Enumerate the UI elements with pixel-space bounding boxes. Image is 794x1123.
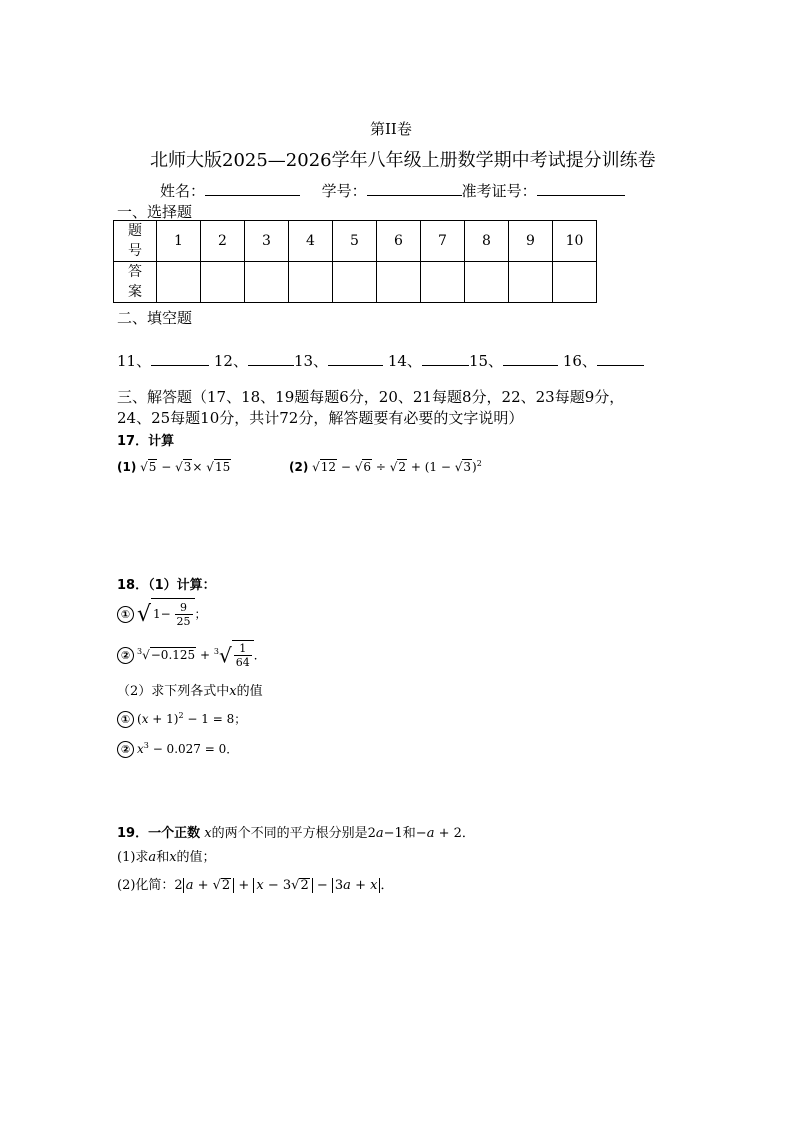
blank-label: 15、 xyxy=(468,352,504,370)
q18-part2-label: （2）求下列各式中x的值 xyxy=(117,684,263,699)
section3-title-line2: 24、25每题10分，共计72分，解答题要有必要的文字说明） xyxy=(117,409,524,427)
answer-cell[interactable] xyxy=(289,262,333,303)
blank-label: 14、 xyxy=(387,352,422,370)
blank-line[interactable] xyxy=(503,351,558,366)
exam-label: 准考证号： xyxy=(461,182,537,200)
answer-cell[interactable] xyxy=(201,262,245,303)
blank-line[interactable] xyxy=(248,351,294,366)
fill-blank-row xyxy=(117,350,644,371)
id-blank[interactable] xyxy=(367,181,462,196)
blank-label: 11、 xyxy=(117,352,152,370)
section2-title: 二、填空题 xyxy=(117,309,193,327)
answer-cell[interactable] xyxy=(553,262,597,303)
name-blank[interactable] xyxy=(205,181,300,196)
answer-grid xyxy=(113,220,597,303)
q18-1-2: ② $^3$√−0.125 + $^3$√ $\frac{1}{64}$ ． xyxy=(117,640,266,670)
row-label-answer: 答 案 xyxy=(114,262,157,303)
blank-line[interactable] xyxy=(597,351,644,366)
exam-blank[interactable] xyxy=(537,181,625,196)
grid-number: 9 xyxy=(509,221,553,262)
q18-1-1: ① √ 1− $\frac{9}{25}$ ； xyxy=(117,598,207,630)
blank-label: 13、 xyxy=(293,352,329,370)
blank-label: 16、 xyxy=(562,352,597,370)
blank-line[interactable] xyxy=(328,351,383,366)
q17-part2: (2) $√12 - √6 \div √2 + (1 - √3)^2$ xyxy=(289,459,482,474)
q19-part1: (1)求a和x的值； xyxy=(117,850,216,865)
answer-cell[interactable] xyxy=(157,262,201,303)
answer-cell[interactable] xyxy=(377,262,421,303)
grid-number: 7 xyxy=(421,221,465,262)
blank-label: 12、 xyxy=(213,352,248,370)
grid-number: 2 xyxy=(201,221,245,262)
blank-line[interactable] xyxy=(422,351,469,366)
answer-cell[interactable] xyxy=(333,262,377,303)
id-label: 学号： xyxy=(321,182,367,200)
q19-part2: (2)化简：2 a + √2 + x − 3√2 − 3a + x ． xyxy=(117,878,394,893)
q18-2-1: ① $(x + 1)^2 - 1 = 8$； xyxy=(117,710,246,728)
answer-cell[interactable] xyxy=(465,262,509,303)
q18-label: 18．（1）计算： xyxy=(117,578,216,593)
row-label-number: 题 号 xyxy=(114,221,157,262)
q17-part1: (1) √5 − √3× √15 xyxy=(117,460,231,474)
q19-statement: 19．一个正数 x的两个不同的平方根分别是2a−1和−a + 2． xyxy=(117,826,475,841)
grid-number: 1 xyxy=(157,221,201,262)
q18-2-2: ② $x^3 - 0.027 = 0$． xyxy=(117,740,238,758)
name-label: 姓名： xyxy=(160,182,206,200)
grid-number: 3 xyxy=(245,221,289,262)
blank-line[interactable] xyxy=(151,351,209,366)
answer-cell[interactable] xyxy=(509,262,553,303)
answer-cell[interactable] xyxy=(421,262,465,303)
volume-label: 第II卷 xyxy=(370,120,412,138)
grid-number: 6 xyxy=(377,221,421,262)
answer-cell[interactable] xyxy=(245,262,289,303)
grid-number: 10 xyxy=(553,221,597,262)
section3-title-line1: 三、解答题（17、18、19题每题6分，20、21每题8分，22、23每题9分， xyxy=(117,388,625,406)
grid-number: 5 xyxy=(333,221,377,262)
grid-number: 4 xyxy=(289,221,333,262)
q17-label: 17．计算 xyxy=(117,434,175,449)
page-title: 北师大版2025—2026学年八年级上册数学期中考试提分训练卷 xyxy=(150,150,656,171)
grid-number: 8 xyxy=(465,221,509,262)
section1-title: 一、选择题 xyxy=(117,203,193,221)
student-info-row xyxy=(160,180,625,201)
